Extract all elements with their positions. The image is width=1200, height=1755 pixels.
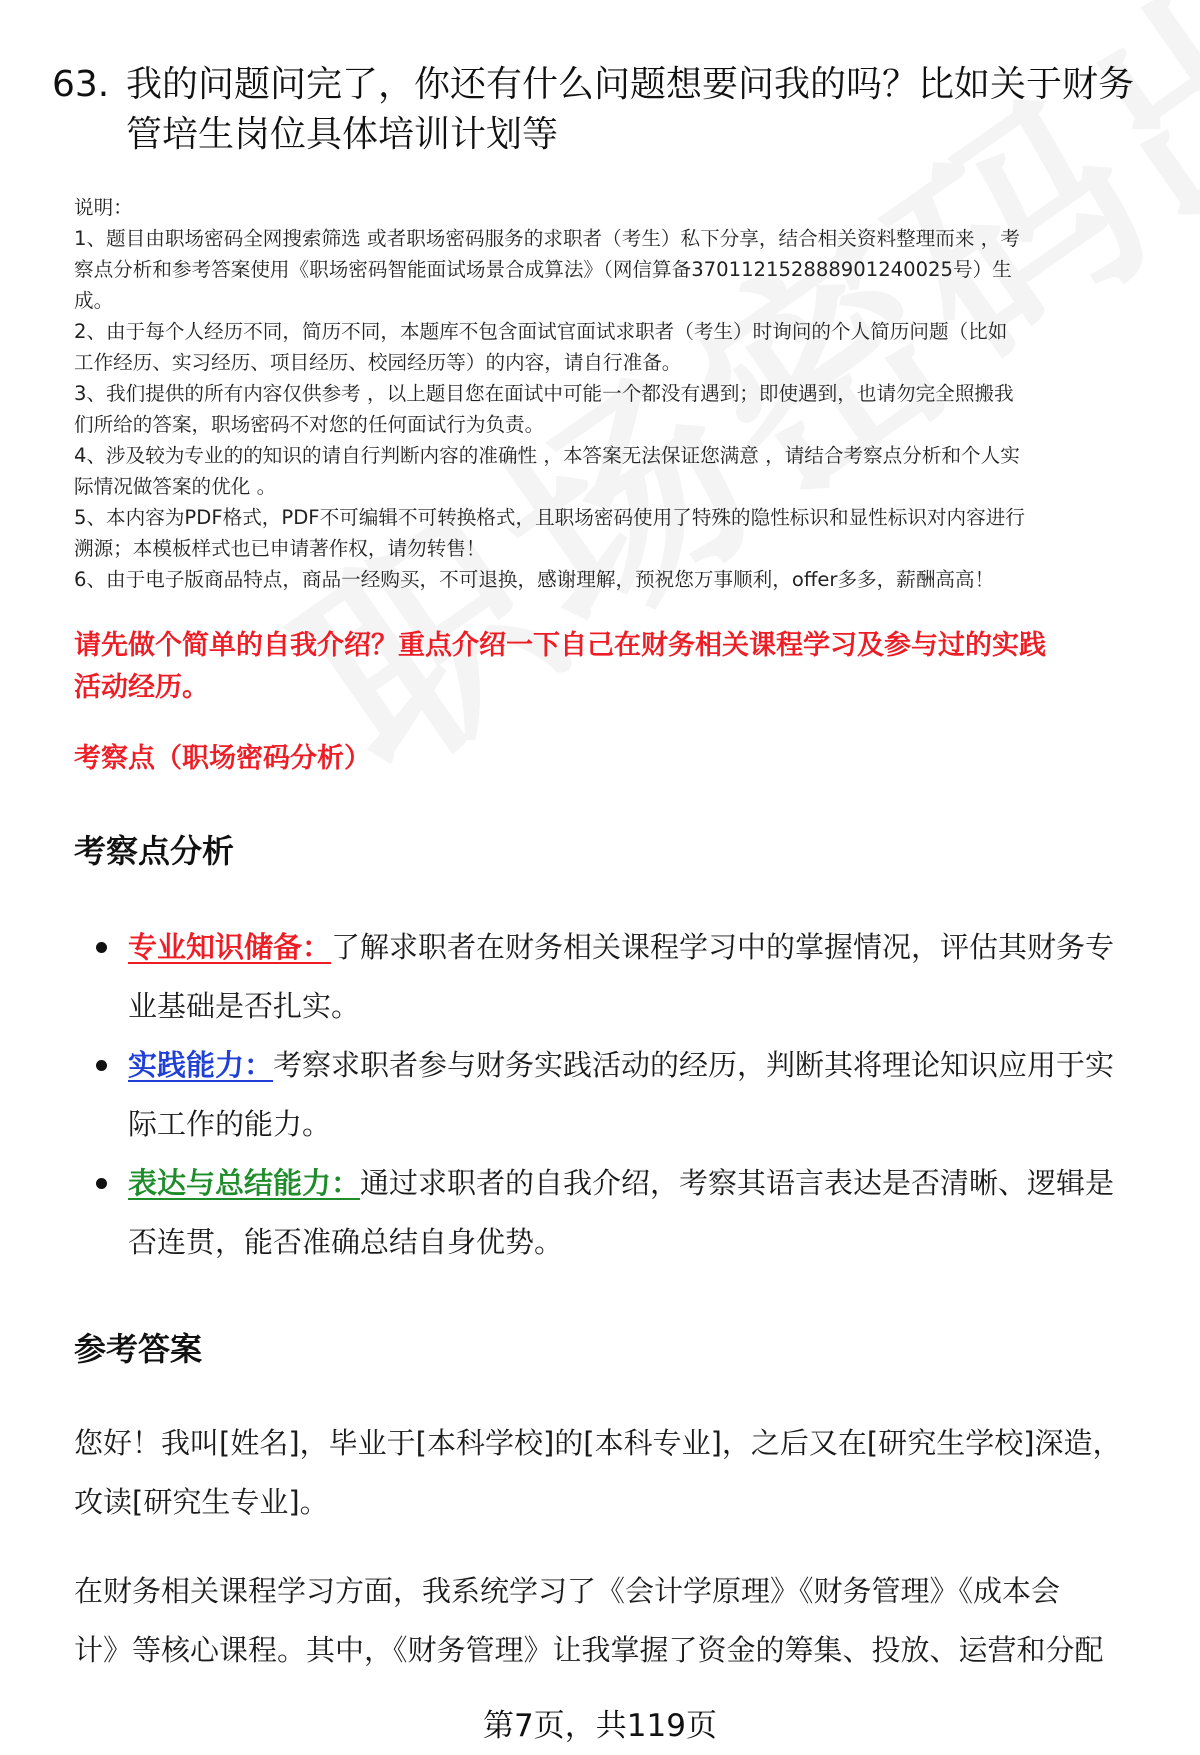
question-heading xyxy=(52,60,1152,160)
analysis-label: 考察点（职场密码分析） xyxy=(74,743,371,774)
notes-line: 成。 xyxy=(74,289,114,312)
list-item xyxy=(74,1154,1154,1272)
analysis-title: 考察点分析 xyxy=(74,832,235,870)
notes-line: 2、由于每个人经历不同，简历不同，本题库不包含面试官面试求职者（考生）时询问的个人简历问题（比如 xyxy=(74,320,1008,343)
notes-block xyxy=(74,192,1164,595)
item-text-line2: 际工作的能力。 xyxy=(128,1107,332,1141)
answer-paragraph-1 xyxy=(74,1414,1164,1532)
keyword-expression-ability: 表达与总结能力： xyxy=(128,1166,361,1200)
question-text xyxy=(126,60,1152,160)
notes-line: 5、本内容为PDF格式，PDF不可编辑不可转换格式，且职场密码使用了特殊的隐性标识和显性标识对内容进行 xyxy=(74,506,1025,529)
keyword-professional-knowledge: 专业知识储备： xyxy=(128,930,332,964)
answer-p1-line1: 您好！我叫[姓名]，毕业于[本科学校]的[本科专业]，之后又在[研究生学校]深造， xyxy=(74,1426,1122,1460)
answer-p2-line2: 计》等核心课程。其中，《财务管理》让我掌握了资金的筹集、投放、运营和分配 xyxy=(74,1633,1104,1667)
answer-p2-line1: 在财务相关课程学习方面，我系统学习了《会计学原理》《财务管理》《成本会 xyxy=(74,1574,1061,1608)
list-item xyxy=(74,918,1154,1036)
bullet-icon xyxy=(96,942,107,953)
item-text-line1: 了解求职者在财务相关课程学习中的掌握情况，评估其财务专 xyxy=(331,930,1115,964)
notes-line: 际情况做答案的优化 。 xyxy=(74,475,277,498)
item-text-line1: 通过求职者的自我介绍，考察其语言表达是否清晰、逻辑是 xyxy=(360,1166,1115,1200)
notes-title: 说明： xyxy=(74,196,133,219)
question-text-line1: 我的问题问完了，你还有什么问题想要问我的吗？比如关于财务 xyxy=(126,64,1135,105)
notes-line: 4、涉及较为专业的的知识的请自行判断内容的准确性 ，本答案无法保证您满意 ，请结合考察点分析和个人实 xyxy=(74,444,1020,467)
question-text-line2: 管培生岗位具体培训计划等 xyxy=(126,114,559,155)
notes-line: 溯源；本模板样式也已申请著作权，请勿转售！ xyxy=(74,537,486,560)
notes-line: 1、题目由职场密码全网搜索筛选 或者职场密码服务的求职者（考生）私下分享，结合相关资料整理而来 ，考 xyxy=(74,227,1020,250)
list-item xyxy=(74,1036,1154,1154)
notes-line: 工作经历、实习经历、项目经历、校园经历等）的内容，请自行准备。 xyxy=(74,351,682,374)
page-number-footer: 第7页，共119页 xyxy=(483,1708,717,1744)
reference-title: 参考答案 xyxy=(74,1330,203,1368)
interview-prompt xyxy=(74,625,1164,709)
item-text-line2: 否连贯，能否准确总结自身优势。 xyxy=(128,1225,564,1259)
answer-paragraph-2 xyxy=(74,1562,1164,1680)
item-text-line1: 考察求职者参与财务实践活动的经历，判断其将理论知识应用于实 xyxy=(273,1048,1115,1082)
notes-line: 3、我们提供的所有内容仅供参考 ，以上题目您在面试中可能一个都没有遇到；即使遇到，也请勿完全照搬我 xyxy=(74,382,1014,405)
bullet-icon xyxy=(96,1060,107,1071)
notes-line: 们所给的答案，职场密码不对您的任何面试行为负责。 xyxy=(74,413,545,436)
prompt-line2: 活动经历。 xyxy=(74,672,209,703)
bullet-icon xyxy=(96,1178,107,1189)
analysis-list xyxy=(74,918,1154,1272)
keyword-practical-ability: 实践能力： xyxy=(128,1048,274,1082)
item-text-line2: 业基础是否扎实。 xyxy=(128,989,361,1023)
answer-p1-line2: 攻读[研究生专业]。 xyxy=(74,1485,329,1519)
notes-line: 6、由于电子版商品特点，商品一经购买，不可退换，感谢理解，预祝您万事顺利，offer多多，薪酬高高！ xyxy=(74,568,995,591)
notes-line: 察点分析和参考答案使用《职场密码智能面试场景合成算法》（网信算备37011215288890124002​5号）生 xyxy=(74,258,1012,281)
prompt-line1: 请先做个简单的自我介绍？重点介绍一下自己在财务相关课程学习及参与过的实践 xyxy=(74,630,1046,661)
question-number: 63. xyxy=(52,64,110,105)
